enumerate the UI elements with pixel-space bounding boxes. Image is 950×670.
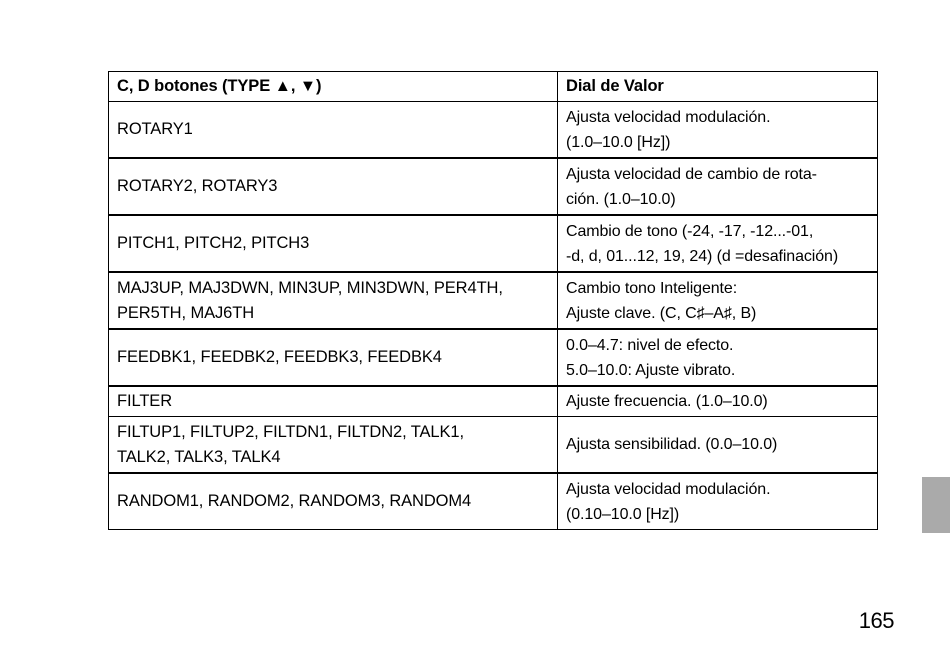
value-description-line: ción. (1.0–10.0): [566, 190, 676, 208]
table-row: [109, 417, 878, 474]
effect-type-cell: [109, 215, 558, 272]
effect-type-text: FILTUP1, FILTUP2, FILTDN1, FILTDN2, TALK1,: [117, 422, 464, 441]
effect-type-cell: [109, 272, 558, 329]
table-row: [109, 102, 878, 159]
table-row: [109, 215, 878, 272]
value-dial-cell: [558, 272, 878, 329]
header-buttons: C, D botones (TYPE ▲, ▼): [109, 72, 558, 102]
value-description-line: Ajusta velocidad modulación.: [566, 108, 771, 126]
table-header-row: [109, 72, 878, 102]
value-dial-cell: [558, 102, 878, 159]
effect-type-text: ROTARY1: [117, 120, 193, 138]
effect-type-text: FILTER: [117, 392, 173, 410]
effect-type-cell: [109, 158, 558, 215]
table-row: [109, 386, 878, 417]
value-description-line: -d, d, 01...12, 19, 24) (d =desafinación): [566, 247, 839, 265]
effect-type-text: RANDOM1, RANDOM2, RANDOM3, RANDOM4: [117, 492, 472, 510]
parameter-table: [108, 71, 878, 530]
value-description-line: Cambio tono Inteligente:: [566, 279, 738, 297]
value-description-line: Ajusta velocidad modulación.: [566, 480, 771, 498]
value-dial-cell: [558, 386, 878, 417]
value-description-line: Ajuste clave. (C, C♯–A♯, B): [566, 304, 757, 322]
effect-type-text: PER5TH, MAJ6TH: [117, 303, 255, 322]
effect-type-text: MAJ3UP, MAJ3DWN, MIN3UP, MIN3DWN, PER4TH,: [117, 278, 503, 297]
value-dial-cell: [558, 158, 878, 215]
table-row: [109, 473, 878, 530]
value-description-line: 0.0–4.7: nivel de efecto.: [566, 336, 734, 354]
page-number: 165: [858, 608, 894, 633]
value-dial-cell: [558, 473, 878, 530]
value-dial-cell: [558, 215, 878, 272]
effect-type-text: FEEDBK1, FEEDBK2, FEEDBK3, FEEDBK4: [117, 348, 442, 366]
effect-type-text: PITCH1, PITCH2, PITCH3: [117, 234, 310, 252]
value-description-line: Ajuste frecuencia. (1.0–10.0): [566, 393, 768, 410]
effect-type-cell: [109, 102, 558, 159]
value-description-line: (0.10–10.0 [Hz]): [566, 505, 680, 523]
effect-type-cell: [109, 417, 558, 474]
value-description-line: Ajusta velocidad de cambio de rota-: [566, 165, 817, 183]
table-row: [109, 158, 878, 215]
effect-type-cell: [109, 386, 558, 417]
effect-type-text: ROTARY2, ROTARY3: [117, 177, 278, 195]
value-description-line: (1.0–10.0 [Hz]): [566, 133, 671, 151]
header-value-dial: Dial de Valor: [558, 72, 878, 102]
effect-type-cell: [109, 473, 558, 530]
effect-type-cell: [109, 329, 558, 386]
effect-type-text: TALK2, TALK3, TALK4: [117, 447, 281, 466]
table-row: [109, 272, 878, 329]
value-description-line: Cambio de tono (-24, -17, -12...-01,: [566, 222, 814, 240]
value-dial-cell: [558, 329, 878, 386]
value-description-line: 5.0–10.0: Ajuste vibrato.: [566, 361, 736, 379]
table-row: [109, 329, 878, 386]
value-description-line: Ajusta sensibilidad. (0.0–10.0): [566, 436, 778, 453]
value-dial-cell: [558, 417, 878, 474]
section-tab-marker: [922, 477, 950, 533]
